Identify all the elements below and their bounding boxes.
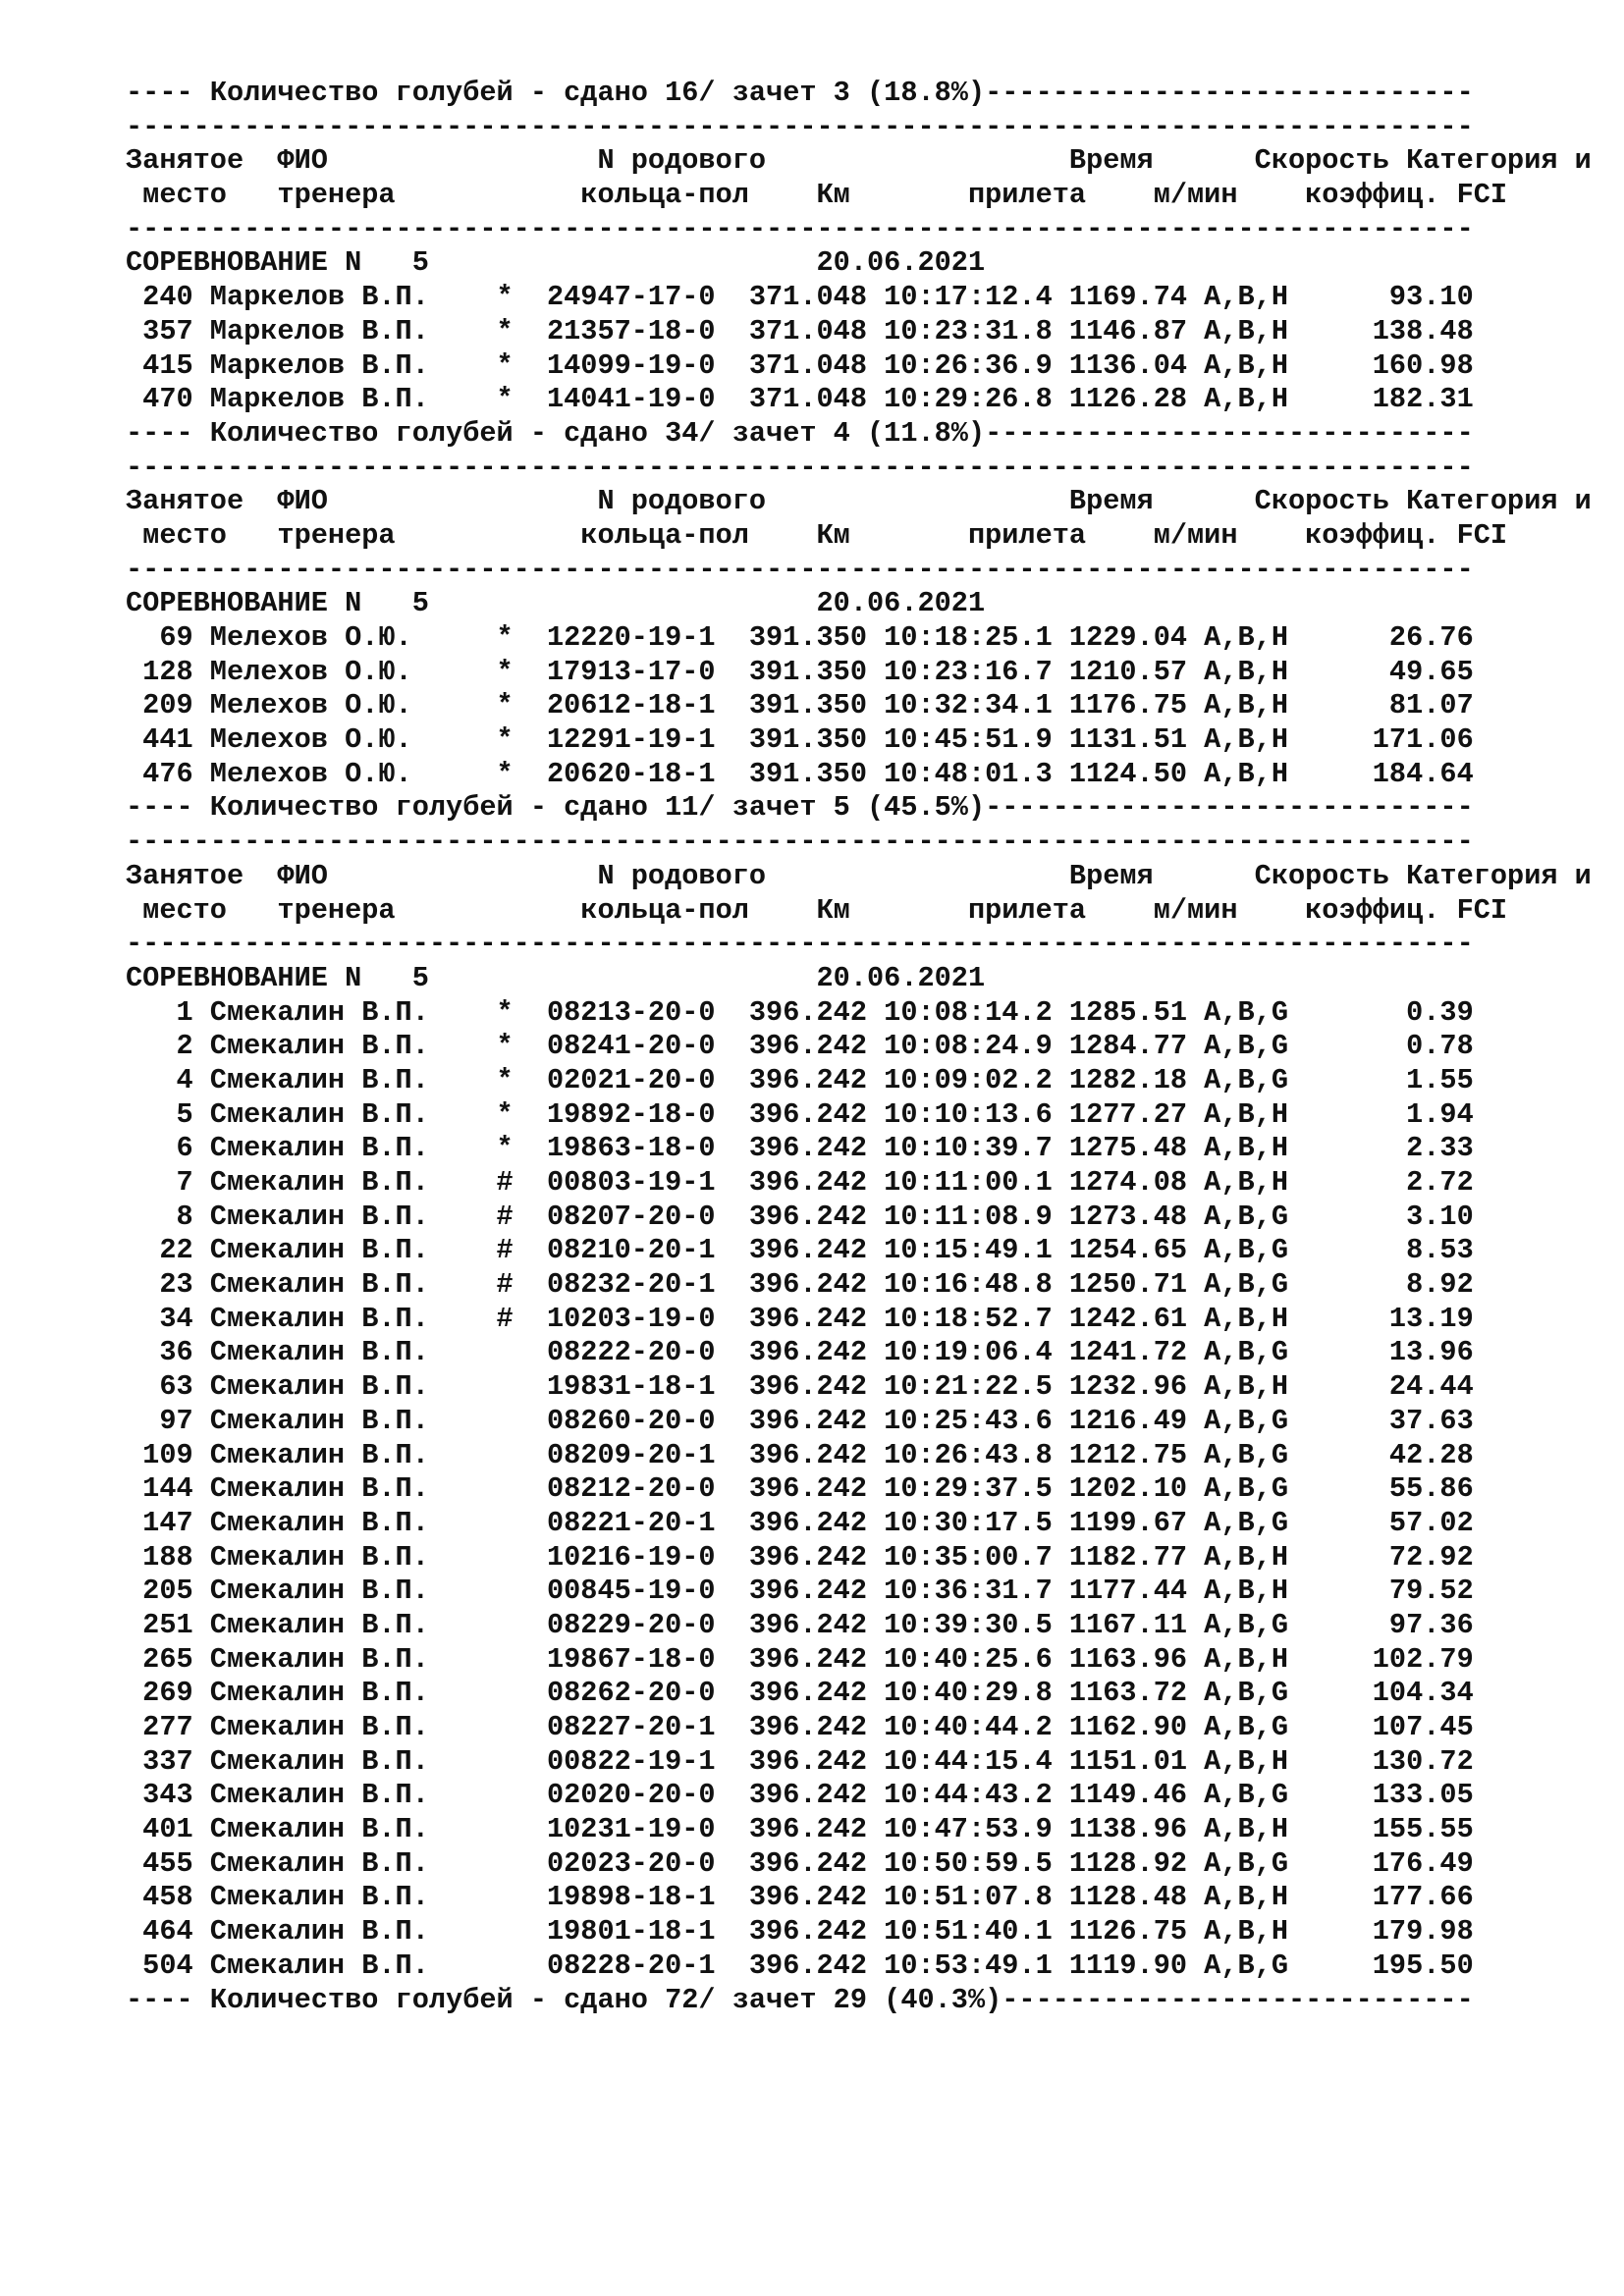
table-row: 337 Смекалин В.П. 00822-19-1 396.242 10:44:15.4 1151.01 A,B,H 130.72 <box>126 1744 1474 1778</box>
table-row: 455 Смекалин В.П. 02023-20-0 396.242 10:50:59.5 1128.92 A,B,G 176.49 <box>126 1846 1474 1880</box>
competition-title: СОРЕВНОВАНИЕ N 5 20.06.2021 <box>126 961 986 994</box>
table-row: 464 Смекалин В.П. 19801-18-1 396.242 10:51:40.1 1126.75 A,B,H 179.98 <box>126 1915 1474 1949</box>
results-document <box>126 77 1598 2017</box>
table-row: 458 Смекалин В.П. 19898-18-1 396.242 10:51:07.8 1128.48 A,B,H 177.66 <box>126 1881 1474 1914</box>
divider: -------------------------------------------------------------------------------- <box>126 928 1474 961</box>
table-header-line-2: место тренера кольца-пол Км прилета м/мин коэффиц. FCI <box>126 893 1508 927</box>
summary-line: ---- Количество голубей - сдано 34/ зачет 4 (11.8%)----------------------------- <box>126 416 1474 450</box>
table-row: 476 Мелехов О.Ю. * 20620-18-1 391.350 10:48:01.3 1124.50 A,B,H 184.64 <box>126 757 1474 790</box>
divider: -------------------------------------------------------------------------------- <box>126 110 1474 143</box>
table-row: 269 Смекалин В.П. 08262-20-0 396.242 10:40:29.8 1163.72 A,B,G 104.34 <box>126 1677 1474 1710</box>
table-row: 8 Смекалин В.П. # 08207-20-0 396.242 10:11:08.9 1273.48 A,B,G 3.10 <box>126 1200 1474 1233</box>
table-row: 470 Маркелов В.П. * 14041-19-0 371.048 10:29:26.8 1126.28 A,B,H 182.31 <box>126 383 1474 416</box>
table-row: 109 Смекалин В.П. 08209-20-1 396.242 10:26:43.8 1212.75 A,B,G 42.28 <box>126 1438 1474 1471</box>
table-row: 128 Мелехов О.Ю. * 17913-17-0 391.350 10:23:16.7 1210.57 A,B,H 49.65 <box>126 655 1474 688</box>
table-row: 22 Смекалин В.П. # 08210-20-1 396.242 10:15:49.1 1254.65 A,B,G 8.53 <box>126 1234 1474 1267</box>
divider: -------------------------------------------------------------------------------- <box>126 826 1474 859</box>
competition-title: СОРЕВНОВАНИЕ N 5 20.06.2021 <box>126 587 986 620</box>
table-row: 97 Смекалин В.П. 08260-20-0 396.242 10:25:43.6 1216.49 A,B,G 37.63 <box>126 1404 1474 1437</box>
table-row: 5 Смекалин В.П. * 19892-18-0 396.242 10:10:13.6 1277.27 A,B,H 1.94 <box>126 1097 1474 1131</box>
table-header-line-1: Занятое ФИО N родового Время Скорость Категория и <box>126 485 1592 518</box>
table-header-line-1: Занятое ФИО N родового Время Скорость Категория и <box>126 144 1592 178</box>
table-row: 209 Мелехов О.Ю. * 20612-18-1 391.350 10:32:34.1 1176.75 A,B,H 81.07 <box>126 689 1474 722</box>
summary-line: ---- Количество голубей - сдано 72/ зачет 29 (40.3%)---------------------------- <box>126 1983 1474 2016</box>
table-row: 1 Смекалин В.П. * 08213-20-0 396.242 10:08:14.2 1285.51 A,B,G 0.39 <box>126 995 1474 1029</box>
divider: -------------------------------------------------------------------------------- <box>126 212 1474 245</box>
table-row: 240 Маркелов В.П. * 24947-17-0 371.048 10:17:12.4 1169.74 A,B,H 93.10 <box>126 281 1474 314</box>
table-row: 63 Смекалин В.П. 19831-18-1 396.242 10:21:22.5 1232.96 A,B,H 24.44 <box>126 1370 1474 1404</box>
table-row: 4 Смекалин В.П. * 02021-20-0 396.242 10:09:02.2 1282.18 A,B,G 1.55 <box>126 1063 1474 1096</box>
table-row: 188 Смекалин В.П. 10216-19-0 396.242 10:35:00.7 1182.77 A,B,H 72.92 <box>126 1540 1474 1574</box>
table-row: 7 Смекалин В.П. # 00803-19-1 396.242 10:11:00.1 1274.08 A,B,H 2.72 <box>126 1166 1474 1199</box>
table-header-line-2: место тренера кольца-пол Км прилета м/мин коэффиц. FCI <box>126 179 1508 212</box>
table-row: 415 Маркелов В.П. * 14099-19-0 371.048 10:26:36.9 1136.04 A,B,H 160.98 <box>126 348 1474 382</box>
table-row: 6 Смекалин В.П. * 19863-18-0 396.242 10:10:39.7 1275.48 A,B,H 2.33 <box>126 1132 1474 1165</box>
summary-line: ---- Количество голубей - сдано 11/ зачет 5 (45.5%)----------------------------- <box>126 791 1474 825</box>
competition-title: СОРЕВНОВАНИЕ N 5 20.06.2021 <box>126 246 986 280</box>
summary-line: ---- Количество голубей - сдано 16/ зачет 3 (18.8%)----------------------------- <box>126 77 1474 109</box>
table-row: 23 Смекалин В.П. # 08232-20-1 396.242 10:16:48.8 1250.71 A,B,G 8.92 <box>126 1268 1474 1302</box>
table-row: 343 Смекалин В.П. 02020-20-0 396.242 10:44:43.2 1149.46 A,B,G 133.05 <box>126 1779 1474 1812</box>
table-header-line-2: место тренера кольца-пол Км прилета м/мин коэффиц. FCI <box>126 518 1508 552</box>
table-row: 265 Смекалин В.П. 19867-18-0 396.242 10:40:25.6 1163.96 A,B,H 102.79 <box>126 1642 1474 1676</box>
table-row: 205 Смекалин В.П. 00845-19-0 396.242 10:36:31.7 1177.44 A,B,H 79.52 <box>126 1575 1474 1608</box>
divider: -------------------------------------------------------------------------------- <box>126 451 1474 484</box>
divider: -------------------------------------------------------------------------------- <box>126 553 1474 586</box>
table-header-line-1: Занятое ФИО N родового Время Скорость Категория и <box>126 859 1592 892</box>
table-row: 144 Смекалин В.П. 08212-20-0 396.242 10:29:37.5 1202.10 A,B,G 55.86 <box>126 1472 1474 1506</box>
table-row: 504 Смекалин В.П. 08228-20-1 396.242 10:53:49.1 1119.90 A,B,G 195.50 <box>126 1949 1474 1982</box>
table-row: 36 Смекалин В.П. 08222-20-0 396.242 10:19:06.4 1241.72 A,B,G 13.96 <box>126 1336 1474 1369</box>
table-row: 34 Смекалин В.П. # 10203-19-0 396.242 10:18:52.7 1242.61 A,B,H 13.19 <box>126 1302 1474 1335</box>
table-row: 147 Смекалин В.П. 08221-20-1 396.242 10:30:17.5 1199.67 A,B,G 57.02 <box>126 1506 1474 1539</box>
table-row: 401 Смекалин В.П. 10231-19-0 396.242 10:47:53.9 1138.96 A,B,H 155.55 <box>126 1813 1474 1846</box>
table-row: 2 Смекалин В.П. * 08241-20-0 396.242 10:08:24.9 1284.77 A,B,G 0.78 <box>126 1030 1474 1063</box>
table-row: 69 Мелехов О.Ю. * 12220-19-1 391.350 10:18:25.1 1229.04 A,B,H 26.76 <box>126 621 1474 654</box>
table-row: 251 Смекалин В.П. 08229-20-0 396.242 10:39:30.5 1167.11 A,B,G 97.36 <box>126 1608 1474 1641</box>
table-row: 277 Смекалин В.П. 08227-20-1 396.242 10:40:44.2 1162.90 A,B,G 107.45 <box>126 1711 1474 1743</box>
table-row: 441 Мелехов О.Ю. * 12291-19-1 391.350 10:45:51.9 1131.51 A,B,H 171.06 <box>126 723 1474 757</box>
table-row: 357 Маркелов В.П. * 21357-18-0 371.048 10:23:31.8 1146.87 A,B,H 138.48 <box>126 314 1474 347</box>
